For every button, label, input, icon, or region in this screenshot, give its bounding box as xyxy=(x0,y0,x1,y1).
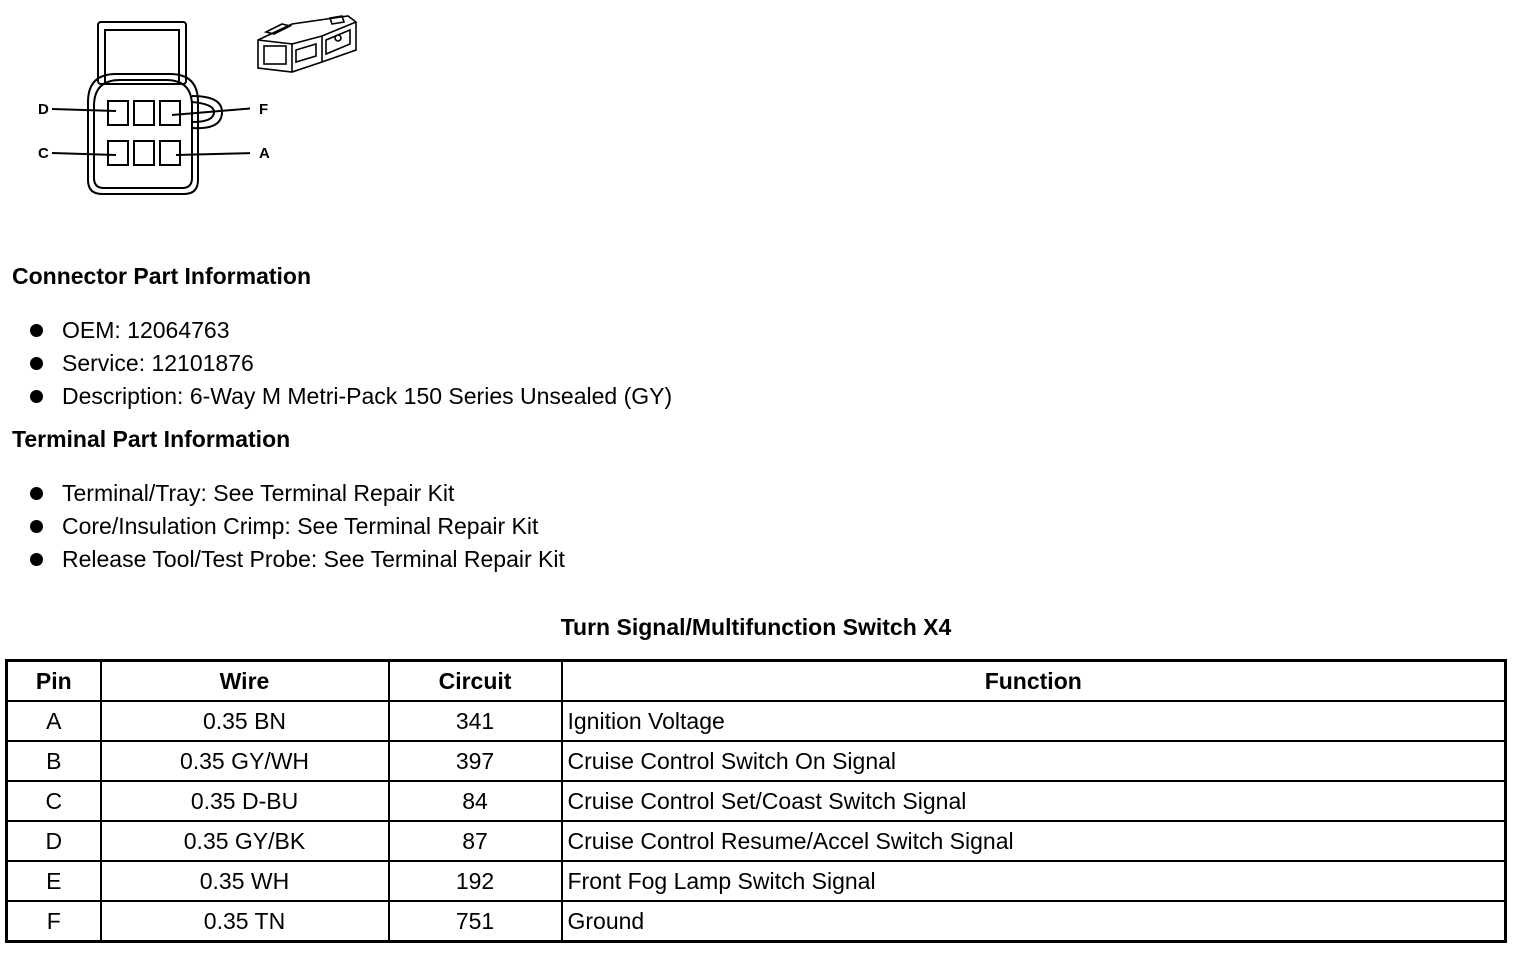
list-item-text: Terminal/Tray: See Terminal Repair Kit xyxy=(62,480,455,506)
header-wire: Wire xyxy=(101,661,389,702)
terminal-part-heading: Terminal Part Information xyxy=(12,426,291,452)
header-function: Function xyxy=(562,661,1506,702)
list-item xyxy=(28,477,565,510)
table-row xyxy=(7,781,1506,821)
list-item xyxy=(28,543,565,576)
list-item-text: Description: 6-Way M Metri-Pack 150 Series Unsealed (GY) xyxy=(62,383,673,409)
pin-label-a: A xyxy=(259,145,270,162)
cell-pin: E xyxy=(7,861,101,901)
table-row xyxy=(7,901,1506,942)
cell-function: Front Fog Lamp Switch Signal xyxy=(562,861,1506,901)
header-circuit: Circuit xyxy=(389,661,562,702)
list-item-text: Core/Insulation Crimp: See Terminal Repair Kit xyxy=(62,513,539,539)
header-pin: Pin xyxy=(7,661,101,702)
list-item xyxy=(28,510,565,543)
cell-wire: 0.35 GY/BK xyxy=(101,821,389,861)
pin-label-c: C xyxy=(38,145,49,162)
cell-wire: 0.35 D-BU xyxy=(101,781,389,821)
cell-function: Cruise Control Switch On Signal xyxy=(562,741,1506,781)
list-item xyxy=(28,347,672,380)
bullet-icon xyxy=(30,520,43,533)
bullet-icon xyxy=(30,487,43,500)
connector-part-heading: Connector Part Information xyxy=(12,263,312,289)
cell-function: Cruise Control Set/Coast Switch Signal xyxy=(562,781,1506,821)
connector-face-diagram xyxy=(30,12,250,202)
pin-label-d: D xyxy=(38,101,49,118)
pinout-table xyxy=(5,659,1507,943)
cell-circuit: 341 xyxy=(389,701,562,741)
terminal-part-list xyxy=(28,477,565,576)
list-item-text: Release Tool/Test Probe: See Terminal Repair Kit xyxy=(62,546,565,572)
connector-part-list xyxy=(28,314,672,413)
cell-wire: 0.35 TN xyxy=(101,901,389,942)
list-item-text: OEM: 12064763 xyxy=(62,317,230,343)
cell-wire: 0.35 BN xyxy=(101,701,389,741)
cell-circuit: 397 xyxy=(389,741,562,781)
table-row xyxy=(7,741,1506,781)
cell-pin: C xyxy=(7,781,101,821)
table-caption: Turn Signal/Multifunction Switch X4 xyxy=(560,614,952,640)
cell-circuit: 751 xyxy=(389,901,562,942)
table-row xyxy=(7,701,1506,741)
table-row xyxy=(7,861,1506,901)
cell-circuit: 84 xyxy=(389,781,562,821)
cell-pin: A xyxy=(7,701,101,741)
cell-circuit: 87 xyxy=(389,821,562,861)
cell-wire: 0.35 WH xyxy=(101,861,389,901)
connector-isometric-icon xyxy=(252,10,362,85)
cell-pin: B xyxy=(7,741,101,781)
list-item xyxy=(28,380,672,413)
bullet-icon xyxy=(30,390,43,403)
cell-function: Ignition Voltage xyxy=(562,701,1506,741)
list-item xyxy=(28,314,672,347)
cell-pin: D xyxy=(7,821,101,861)
bullet-icon xyxy=(30,357,43,370)
cell-function: Ground xyxy=(562,901,1506,942)
cell-wire: 0.35 GY/WH xyxy=(101,741,389,781)
pin-label-f: F xyxy=(259,101,269,118)
bullet-icon xyxy=(30,553,43,566)
table-header-row xyxy=(7,661,1506,702)
cell-circuit: 192 xyxy=(389,861,562,901)
cell-pin: F xyxy=(7,901,101,942)
bullet-icon xyxy=(30,324,43,337)
pin-labels-right xyxy=(255,100,285,170)
cell-function: Cruise Control Resume/Accel Switch Signal xyxy=(562,821,1506,861)
table-row xyxy=(7,821,1506,861)
list-item-text: Service: 12101876 xyxy=(62,350,254,376)
